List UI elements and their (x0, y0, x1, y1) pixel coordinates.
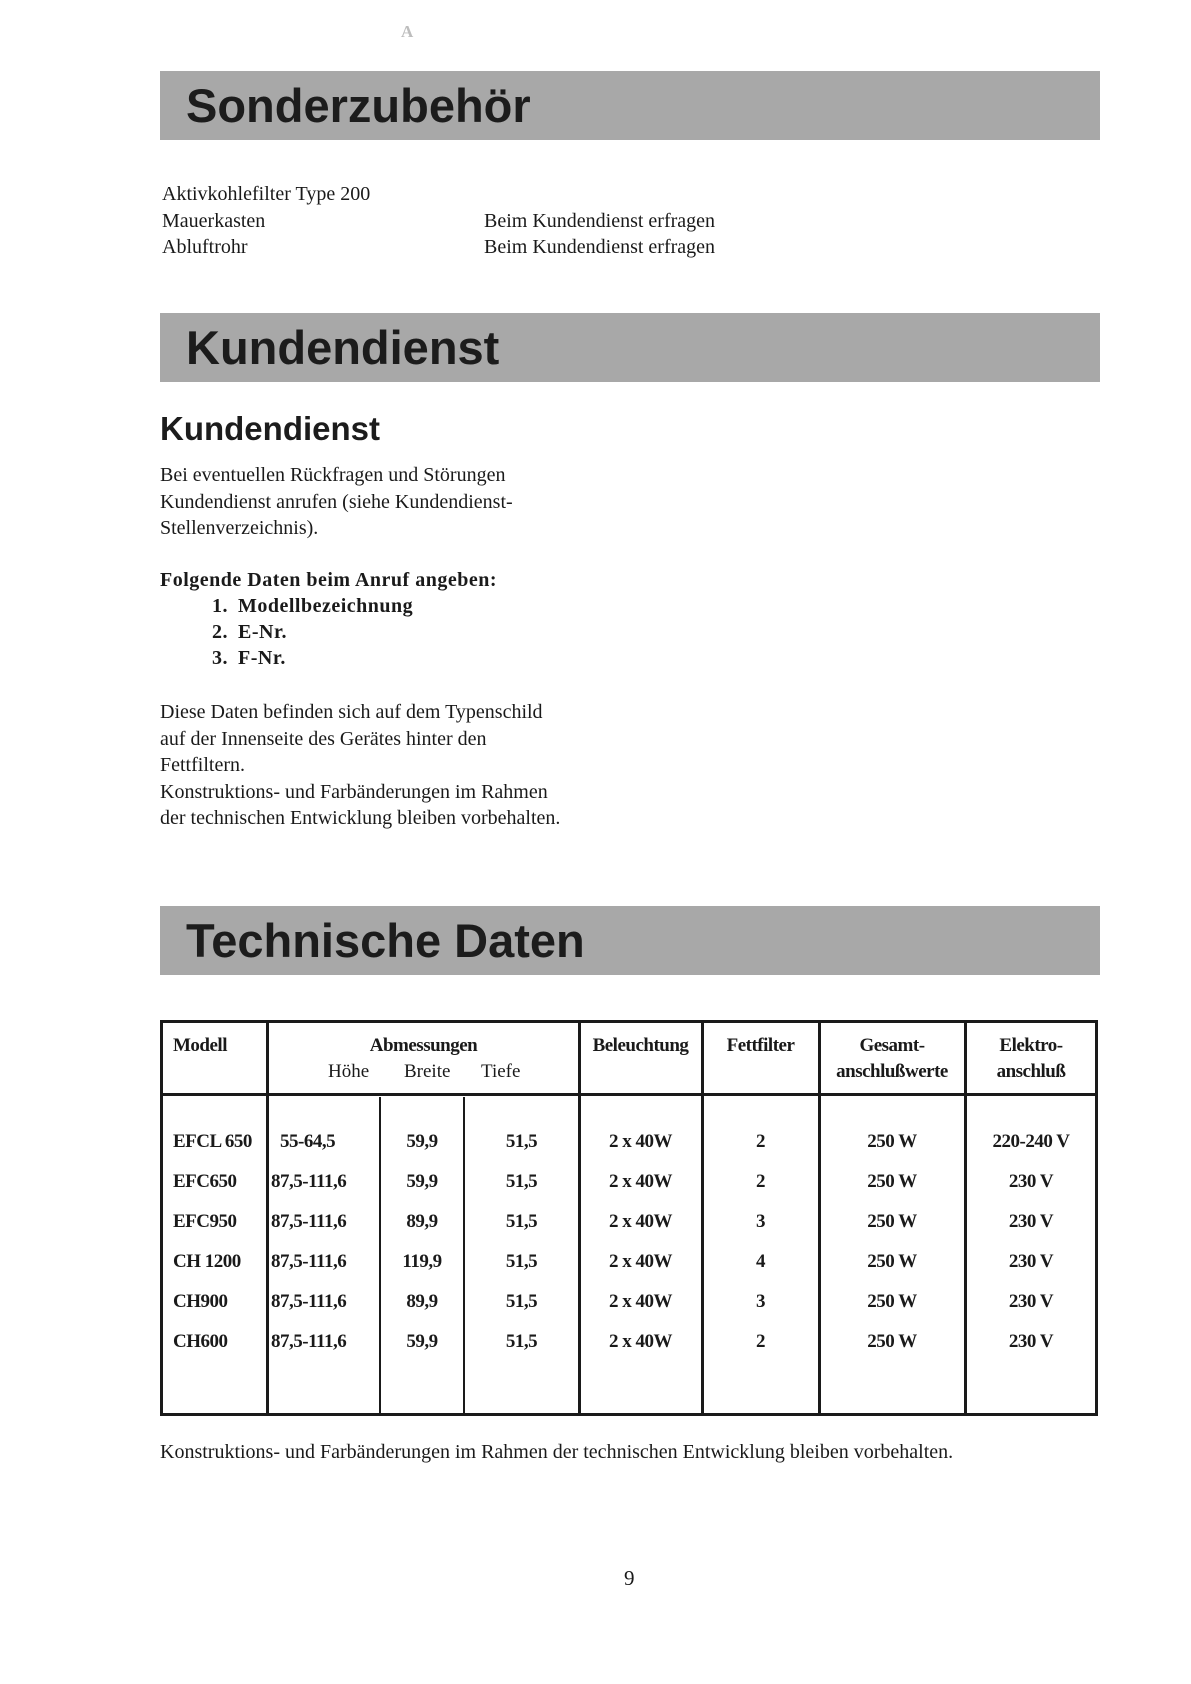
cell-height: 87,5-111,6 (271, 1211, 347, 1232)
text-line: Bei eventuellen Rückfragen und Störungen (160, 464, 506, 486)
header-height: Höhe (328, 1061, 370, 1082)
cell-model: CH900 (173, 1291, 228, 1312)
text-line: Kundendienst anrufen (siehe Kundendienst- (160, 490, 513, 513)
cell-height: 87,5-111,6 (271, 1251, 347, 1272)
table-row (163, 1291, 1095, 1317)
cell-depth: 51,5 (505, 1171, 538, 1192)
accessory-note: Beim Kundendienst erfragen (484, 236, 716, 258)
header-dimensions: Abmessungen (369, 1035, 478, 1056)
header-line: anschluß (996, 1061, 1066, 1082)
cell-model: CH600 (173, 1331, 228, 1352)
technical-data-table (160, 1020, 1098, 1416)
cell-lighting: 2 x 40W (609, 1251, 672, 1272)
accessory-name: Mauerkasten (162, 209, 266, 232)
cell-height: 87,5-111,6 (271, 1171, 347, 1192)
cell-filter: 4 (756, 1251, 765, 1272)
cell-lighting: 2 x 40W (609, 1131, 672, 1152)
text-line: auf der Innenseite des Gerätes hinter den (160, 727, 487, 750)
cell-height: 87,5-111,6 (271, 1291, 347, 1312)
item-number: 2. (212, 621, 228, 643)
list-item (212, 593, 497, 619)
cell-voltage: 230 V (1008, 1211, 1054, 1232)
table-row (163, 1211, 1095, 1237)
cell-voltage: 230 V (1008, 1251, 1054, 1272)
cell-depth: 51,5 (505, 1131, 538, 1152)
cell-model: EFC650 (173, 1171, 237, 1192)
cell-model: EFC950 (173, 1211, 237, 1232)
cell-power: 250 W (867, 1251, 917, 1272)
call-data-list (160, 567, 497, 671)
cell-model: CH 1200 (173, 1251, 241, 1272)
cell-width: 59,9 (406, 1331, 438, 1352)
cell-lighting: 2 x 40W (609, 1331, 672, 1352)
section-title-technical: Technische Daten (186, 914, 585, 967)
table-row (163, 1171, 1095, 1197)
header-divider (163, 1093, 1095, 1096)
header-grease-filter: Fettfilter (726, 1035, 795, 1056)
section-bar-service (160, 313, 1100, 382)
item-number: 3. (212, 647, 228, 669)
list-item (162, 234, 715, 261)
cell-voltage: 230 V (1008, 1291, 1054, 1312)
cell-power: 250 W (867, 1171, 917, 1192)
text-line: Fettfiltern. (160, 754, 245, 776)
cell-depth: 51,5 (505, 1211, 538, 1232)
cell-power: 250 W (867, 1291, 917, 1312)
table-row (163, 1131, 1095, 1157)
cell-width: 119,9 (402, 1251, 442, 1272)
text-line: Konstruktions- und Farbänderungen im Rahmen (160, 780, 548, 803)
cell-lighting: 2 x 40W (609, 1171, 672, 1192)
cell-height: 87,5-111,6 (271, 1331, 347, 1352)
header-lighting: Beleuchtung (592, 1035, 689, 1056)
cell-width: 59,9 (406, 1171, 438, 1192)
list-item (162, 181, 715, 208)
cell-filter: 3 (756, 1211, 765, 1232)
header-line: Gesamt- (859, 1035, 925, 1056)
accessories-list (162, 181, 715, 261)
item-label: Modellbezeichnung (238, 595, 414, 617)
cell-voltage: 230 V (1008, 1331, 1054, 1352)
cell-power: 250 W (867, 1131, 917, 1152)
cell-power: 250 W (867, 1331, 917, 1352)
cell-model: EFCL 650 (173, 1131, 252, 1152)
cell-lighting: 2 x 40W (609, 1291, 672, 1312)
cell-width: 89,9 (406, 1211, 438, 1232)
item-label: E-Nr. (238, 621, 287, 643)
item-label: F-Nr. (238, 647, 286, 669)
cell-filter: 3 (756, 1291, 765, 1312)
header-width: Breite (404, 1061, 451, 1082)
list-item (212, 645, 497, 671)
accessory-note: Beim Kundendienst erfragen (484, 209, 716, 232)
service-outro (160, 699, 560, 832)
service-subheading: Kundendienst (160, 410, 380, 447)
text-line: der technischen Entwicklung bleiben vorbehalten. (160, 807, 561, 829)
header-line: Elektro- (999, 1035, 1063, 1056)
list-item (162, 208, 715, 235)
cell-voltage: 230 V (1008, 1171, 1054, 1192)
section-bar-technical (160, 906, 1100, 975)
corner-mark: A (401, 22, 414, 41)
section-title-accessories: Sonderzubehör (186, 79, 531, 132)
footnote: Konstruktions- und Farbänderungen im Rahmen der technischen Entwicklung bleiben vorbehalten. (160, 1441, 954, 1463)
cell-depth: 51,5 (505, 1291, 538, 1312)
page-number: 9 (624, 1566, 635, 1590)
service-intro (160, 462, 513, 542)
section-title-service: Kundendienst (186, 321, 500, 374)
cell-power: 250 W (867, 1211, 917, 1232)
header-electric (968, 1033, 1094, 1085)
cell-width: 89,9 (406, 1291, 438, 1312)
text-line: Stellenverzeichnis). (160, 517, 319, 539)
accessory-name: Aktivkohlefilter Type 200 (162, 183, 371, 205)
call-data-heading: Folgende Daten beim Anruf angeben: (160, 569, 497, 591)
cell-height: 55-64,5 (280, 1131, 336, 1152)
header-model: Modell (173, 1035, 227, 1056)
cell-filter: 2 (756, 1131, 765, 1152)
item-number: 1. (212, 595, 228, 617)
header-depth: Tiefe (481, 1061, 521, 1082)
cell-filter: 2 (756, 1331, 765, 1352)
cell-depth: 51,5 (505, 1251, 538, 1272)
header-total-power (822, 1033, 962, 1085)
cell-lighting: 2 x 40W (609, 1211, 672, 1232)
section-bar-accessories (160, 71, 1100, 140)
cell-filter: 2 (756, 1171, 765, 1192)
list-item (212, 619, 497, 645)
text-line: Diese Daten befinden sich auf dem Typenschild (160, 701, 543, 723)
cell-depth: 51,5 (505, 1331, 538, 1352)
accessory-name: Abluftrohr (162, 236, 248, 258)
table-row (163, 1331, 1095, 1357)
cell-width: 59,9 (406, 1131, 438, 1152)
table-row (163, 1251, 1095, 1277)
cell-voltage: 220-240 V (992, 1131, 1070, 1152)
header-line: anschlußwerte (836, 1061, 948, 1082)
